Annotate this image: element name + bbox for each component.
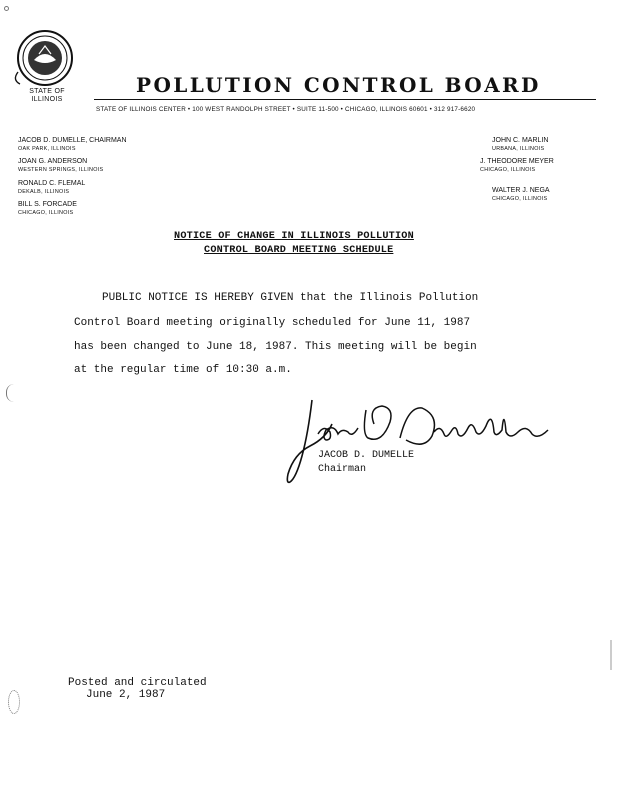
member-left-1 [18, 136, 127, 154]
signer-name: JACOB D. DUMELLE [318, 450, 415, 461]
member-location: OAK PARK, ILLINOIS [18, 146, 76, 152]
member-name: JACOB D. DUMELLE, CHAIRMAN [18, 137, 127, 144]
scan-hole-mark [6, 384, 17, 402]
header-rule [94, 99, 596, 100]
member-left-3 [18, 179, 85, 197]
member-name: J. THEODORE MEYER [480, 158, 554, 165]
seal-label: STATE OF ILLINOIS [29, 88, 65, 103]
scan-edge-mark [610, 640, 612, 670]
notice-body-line4: at the regular time of 10:30 a.m. [74, 364, 292, 376]
notice-body-line1: PUBLIC NOTICE IS HEREBY GIVEN that the Illinois Pollution [102, 292, 479, 304]
member-location: CHICAGO, ILLINOIS [492, 196, 548, 202]
member-right-2 [480, 157, 554, 175]
scan-hole-mark [8, 690, 20, 714]
member-location: CHICAGO, ILLINOIS [480, 167, 536, 173]
notice-body-line3: has been changed to June 18, 1987. This meeting will be begin [74, 341, 477, 353]
notice-heading-line2: CONTROL BOARD MEETING SCHEDULE [204, 245, 394, 256]
member-name: JOHN C. MARLIN [492, 137, 549, 144]
posted-date: June 2, 1987 [86, 689, 166, 701]
scan-speck [4, 6, 9, 11]
member-right-1 [492, 136, 548, 154]
member-name: RONALD C. FLEMAL [18, 180, 86, 187]
board-address: STATE OF ILLINOIS CENTER • 100 WEST RANDOLPH STREET • SUITE 11-500 • CHICAGO, ILLINOIS 60601 • 312 917-6620 [96, 106, 476, 113]
member-name: BILL S. FORCADE [18, 201, 77, 208]
board-title: POLLUTION CONTROL BOARD [136, 73, 541, 97]
member-right-3 [492, 186, 550, 204]
member-name: JOAN G. ANDERSON [18, 158, 88, 165]
member-name: WALTER J. NEGA [492, 187, 550, 194]
member-location: CHICAGO, ILLINOIS [18, 210, 74, 216]
member-location: DEKALB, ILLINOIS [18, 189, 70, 195]
member-left-2 [18, 157, 103, 175]
member-location: URBANA, ILLINOIS [492, 146, 545, 152]
notice-heading-line1: NOTICE OF CHANGE IN ILLINOIS POLLUTION [174, 231, 414, 242]
state-seal-icon [10, 26, 80, 96]
member-left-4 [18, 200, 77, 218]
member-location: WESTERN SPRINGS, ILLINOIS [18, 167, 104, 173]
posted-line: Posted and circulated [68, 677, 207, 689]
notice-body-line2: Control Board meeting originally scheduled for June 11, 1987 [74, 317, 471, 329]
signer-title: Chairman [318, 464, 367, 475]
